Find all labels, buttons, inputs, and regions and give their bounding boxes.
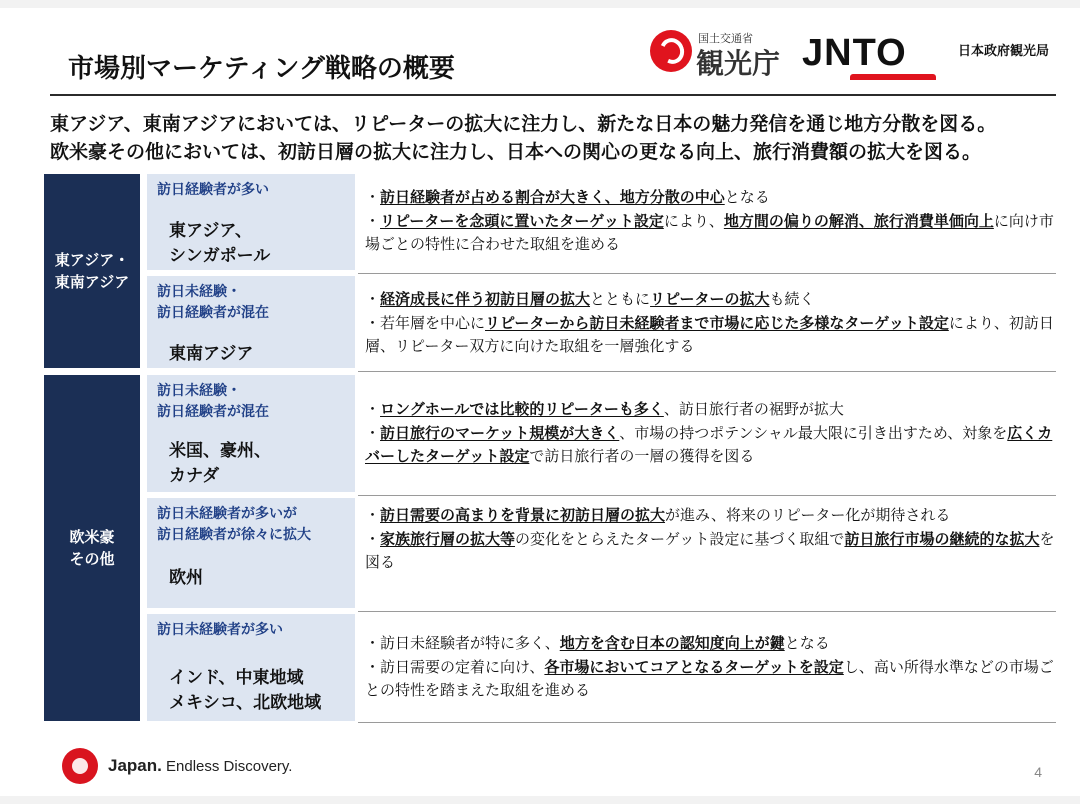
region-label-line: 欧米豪: [69, 528, 115, 546]
strategy-bullet: ・若年層を中心にリピーターから訪日未経験者まで市場に応じた多様なターゲット設定により、初訪日層、リピーター双方に向けた取組を一層強化する: [365, 314, 1054, 355]
market-tag-line: 訪日経験者が多い: [157, 182, 269, 198]
market-name-line: 東アジア、: [169, 221, 252, 241]
market-tag-line: 訪日未経験者が多い: [157, 622, 283, 638]
kanko-agency-name: 観光庁: [696, 47, 781, 80]
market-tag-line: 訪日経験者が混在: [157, 404, 269, 420]
market-tag-line: 訪日未経験・: [157, 383, 241, 399]
strategy-bullet: ・訪日経験者が占める割合が大きく、地方分散の中心となる: [365, 188, 770, 206]
market-name-line: カナダ: [169, 466, 220, 486]
market-tag: [157, 180, 269, 201]
row-divider: [358, 495, 1056, 496]
row-divider: [358, 611, 1056, 612]
strategy-text: [365, 288, 1055, 359]
region-label-line: 東南アジア: [54, 273, 130, 291]
market-tag: [157, 282, 269, 324]
strategy-text: [365, 504, 1055, 575]
strategy-text: [365, 632, 1055, 703]
market-name: [169, 342, 253, 367]
market-name: [169, 439, 271, 489]
market-name-line: 欧州: [169, 568, 203, 588]
market-cell-europe: [147, 498, 355, 608]
slide: [0, 8, 1080, 796]
jnto-subtitle: 日本政府観光局: [958, 44, 1050, 59]
kanko-logo-icon: [650, 30, 692, 72]
market-tag-line: 訪日未経験者が多いが: [157, 506, 297, 522]
strategy-bullet: ・訪日旅行のマーケット規模が大きく、市場の持つポテンシャル最大限に引き出すため、対象を広くカバーしたターゲット設定で訪日旅行者の一層の獲得を図る: [365, 424, 1053, 465]
strategy-text: [365, 186, 1055, 257]
market-name: [169, 666, 321, 716]
row-divider: [358, 722, 1056, 723]
region-west-other: [44, 375, 140, 721]
market-tag-line: 訪日経験者が混在: [157, 305, 269, 321]
region-label-line: その他: [69, 550, 115, 568]
market-name-line: メキシコ、北欧地域: [169, 693, 322, 713]
lead-statement: [50, 110, 1060, 166]
strategy-bullet: ・訪日未経験者が特に多く、地方を含む日本の認知度向上が鍵となる: [365, 634, 830, 652]
market-tag-line: 訪日未経験・: [157, 284, 241, 300]
market-tag: [157, 620, 283, 641]
market-name-line: インド、中東地域: [169, 668, 304, 688]
market-name: [169, 219, 270, 269]
row-divider: [358, 371, 1056, 372]
market-tag-line: 訪日経験者が徐々に拡大: [157, 527, 311, 543]
lead-line-2: 欧米豪その他においては、初訪日層の拡大に注力し、日本への関心の更なる向上、旅行消費額の拡大を図る。: [50, 141, 982, 163]
japan-blossom-logo-icon: [62, 748, 98, 784]
market-cell-india-middle-east: [147, 614, 355, 721]
header-logos: [640, 28, 1060, 88]
strategy-bullet: ・訪日需要の定着に向け、各市場においてコアとなるターゲットを設定し、高い所得水準などの市場ごとの特性を踏まえた取組を進める: [365, 658, 1054, 699]
market-name-line: シンガポール: [169, 246, 271, 266]
kanko-ministry-label: 国土交通省: [698, 32, 753, 45]
lead-line-1: 東アジア、東南アジアにおいては、リピーターの拡大に注力し、新たな日本の魅力発信を通じ地方分散を図る。: [50, 113, 997, 135]
market-cell-east-asia: [147, 174, 355, 270]
market-name-line: 米国、豪州、: [169, 441, 271, 461]
market-tag: [157, 381, 269, 423]
row-divider: [358, 273, 1056, 274]
strategy-bullet: ・リピーターを念頭に置いたターゲット設定により、地方間の偏りの解消、旅行消費単価向上に向け市場ごとの特性に合わせた取組を進める: [365, 212, 1054, 253]
strategy-bullet: ・訪日需要の高まりを背景に初訪日層の拡大が進み、将来のリピーター化が期待される: [365, 506, 951, 524]
page-title: 市場別マーケティング戦略の概要: [68, 54, 455, 84]
strategy-text: [365, 398, 1055, 469]
footer-brand: Japan. Endless Discovery.: [108, 756, 293, 775]
title-divider: [50, 94, 1056, 96]
jnto-sun-stripe: [850, 74, 936, 80]
market-name-line: 東南アジア: [169, 344, 254, 364]
page-number: 4: [1034, 764, 1042, 780]
market-tag: [157, 504, 311, 546]
strategy-bullet: ・経済成長に伴う初訪日層の拡大とともにリピーターの拡大も続く: [365, 290, 815, 308]
region-east-asia: [44, 174, 140, 368]
market-cell-southeast-asia: [147, 276, 355, 368]
market-cell-americas-oceania: [147, 375, 355, 492]
strategy-bullet: ・ロングホールでは比較的リピーターも多く、訪日旅行者の裾野が拡大: [365, 400, 844, 418]
region-label-line: 東アジア・: [54, 251, 130, 269]
jnto-logo-icon: JNTO: [802, 32, 907, 74]
strategy-bullet: ・家族旅行層の拡大等の変化をとらえたターゲット設定に基づく取組で訪日旅行市場の継続的な拡大を図る: [365, 530, 1055, 571]
market-name: [169, 566, 203, 591]
